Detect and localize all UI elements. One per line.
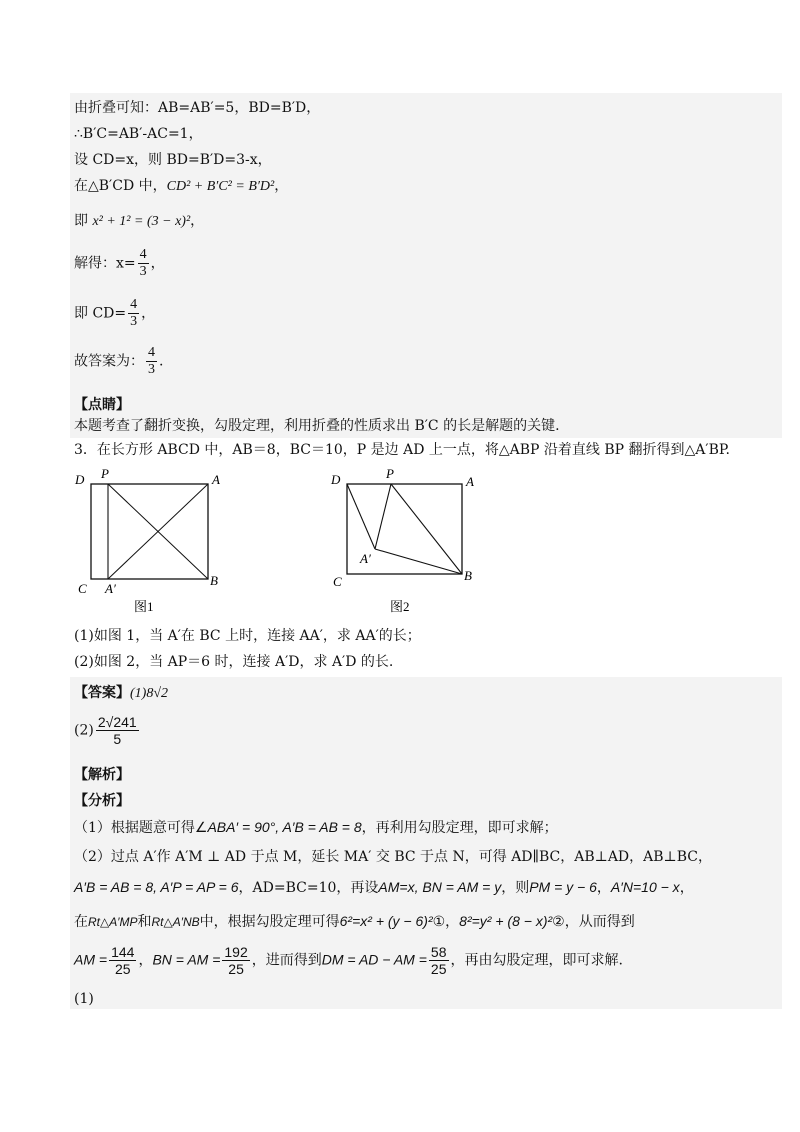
label-c: C xyxy=(333,574,342,589)
label-b: B xyxy=(210,573,218,588)
sol-line-7: 即 CD= $\frac{4}{3}$ ， xyxy=(74,297,156,329)
equation: A′N=10 − x xyxy=(610,879,680,895)
question-3-part-1: (1)如图 1，当 A′在 BC 上时，连接 AA′，求 AA′的长； xyxy=(74,628,421,644)
triangle-label: Rt△A′MP xyxy=(88,915,138,929)
sol-line-6: 解得：x= $\frac{4}{3}$ ， xyxy=(74,247,165,279)
analysis-step-1: （1）根据题意可得∠ABA′ = 90°, A′B = AB = 8，再利用勾股定理，即可求解； xyxy=(74,819,558,836)
question-3-part-2: (2)如图 2，当 AP＝6 时，连接 A′D，求 A′D 的长. xyxy=(74,654,394,670)
figure-2 xyxy=(330,466,490,616)
equation: AM=x, BN = AM = y xyxy=(378,879,502,895)
analysis-part-1: (1) xyxy=(74,991,94,1007)
equation: PM = y − 6 xyxy=(529,879,597,895)
label-a: A xyxy=(212,472,220,487)
label-b: B xyxy=(464,568,472,583)
figure-1-diagram xyxy=(74,466,224,616)
equation: CD² + B′C² = B′D² xyxy=(166,179,275,194)
label-a-prime: A′ xyxy=(105,581,116,596)
segment-pb xyxy=(391,484,462,574)
comment-text: 本题考查了翻折变换，勾股定理，利用折叠的性质求出 B′C 的长是解题的关键. xyxy=(74,418,560,434)
solution-band-top xyxy=(70,93,782,438)
sol-line-5: 即 x² + 1² = (3 − x)²， xyxy=(74,213,205,229)
sol-line-2: ∴B′C=AB′-AC=1， xyxy=(74,126,203,142)
equation: ∠ABA′ = 90°, A′B = AB = 8 xyxy=(194,819,362,835)
label-p: P xyxy=(386,466,394,481)
comment-heading: 【点睛】 xyxy=(74,397,130,413)
label-a: A xyxy=(466,474,474,489)
rect-outline xyxy=(91,484,208,579)
equation: x² + 1² = (3 − x)² xyxy=(92,214,191,229)
label-a-prime: A′ xyxy=(360,551,371,566)
sol-line-1: 由折叠可知：AB=AB′=5，BD=B′D， xyxy=(74,100,321,116)
answer-heading: 【答案】 xyxy=(74,685,130,701)
sol-line-4: 在△B′CD 中，CD² + B′C² = B′D²， xyxy=(74,178,289,194)
answer-line-2: (2) $\frac{2√241}{5}$ xyxy=(74,714,137,747)
answer-1: (1)8√2 xyxy=(130,686,169,701)
triangle-label: Rt△A′NB xyxy=(151,915,200,929)
analysis-heading: 【解析】 xyxy=(74,767,130,783)
label-c: C xyxy=(78,581,87,596)
fraction: $\frac{144}{25}$ xyxy=(111,944,135,977)
fraction: $\frac{4}{3}$ xyxy=(148,345,155,377)
figure-2-caption: 图2 xyxy=(390,599,410,614)
fraction: $\frac{192}{25}$ xyxy=(224,944,248,977)
figure-1-caption: 图1 xyxy=(134,599,154,614)
analysis-subheading: 【分析】 xyxy=(74,793,130,809)
analysis-step-5: AM = $\frac{144}{25}$ ，BN = AM = $\frac{192}{25}$ ，进而得到DM = AD − AM = $\frac{58}{25}$ ，再由勾股定理，即可求解. xyxy=(74,944,623,977)
equation: 6²=x² + (y − 6)² xyxy=(339,913,433,929)
fraction: $\frac{58}{25}$ xyxy=(430,944,447,977)
fraction: $\frac{4}{3}$ xyxy=(130,297,138,329)
analysis-step-3: A′B = AB = 8, A′P = AP = 6，AD=BC=10，再设AM=x, BN = AM = y，则PM = y − 6，A′N=10 − x， xyxy=(74,879,694,896)
answer-line-1 xyxy=(74,684,168,703)
figure-2-diagram xyxy=(330,466,490,616)
label-p: P xyxy=(101,466,109,481)
segment-pa-prime xyxy=(375,484,391,549)
sol-line-3: 设 CD=x，则 BD=B′D=3-x， xyxy=(74,152,272,168)
segment-a-prime-b xyxy=(375,549,462,574)
analysis-step-2: （2）过点 A′作 A′M ⊥ AD 于点 M，延长 MA′ 交 BC 于点 N，可得 AD∥BC，AB⊥AD，AB⊥BC， xyxy=(74,849,712,865)
analysis-step-4: 在Rt△A′MP和Rt△A′NB中，根据勾股定理可得6²=x² + (y − 6)²①，8²=y² + (8 − x)²②，从而得到 xyxy=(74,913,635,930)
sol-line-8: 故答案为： $\frac{4}{3}$ . xyxy=(74,345,164,377)
equation: A′B = AB = 8, A′P = AP = 6 xyxy=(74,879,239,895)
label-d: D xyxy=(75,472,85,487)
equation: 8²=y² + (8 − x)² xyxy=(459,913,553,929)
figure-1 xyxy=(74,466,224,616)
answer-2-fraction: $\frac{2√241}{5}$ xyxy=(97,714,137,747)
question-3-stem: 3．在长方形 ABCD 中，AB＝8，BC＝10，P 是边 AD 上一点，将△ABP 沿着直线 BP 翻折得到△A′BP. xyxy=(74,442,730,458)
segment-a-prime-d xyxy=(347,484,375,549)
fraction: $\frac{4}{3}$ xyxy=(139,247,147,279)
label-d: D xyxy=(331,472,341,487)
